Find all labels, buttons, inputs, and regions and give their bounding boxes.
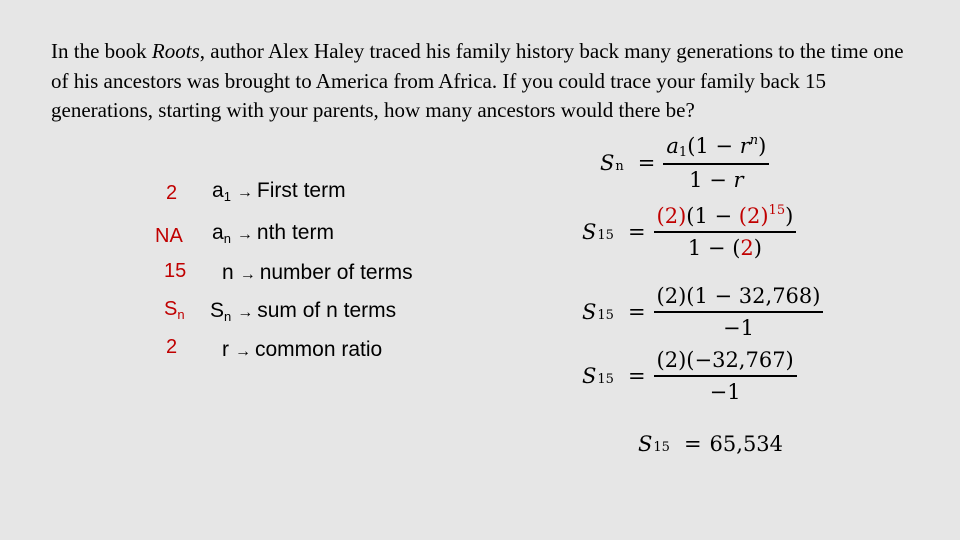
- definition-label: First term: [256, 179, 346, 202]
- equals-sign: =: [637, 150, 656, 175]
- formula-lhs: [638, 432, 670, 456]
- num-close: ): [758, 134, 767, 158]
- num-r: r: [739, 134, 750, 158]
- num-exponent: n: [749, 133, 759, 148]
- symbol: S: [210, 299, 225, 322]
- value-common-ratio: 2: [166, 336, 178, 358]
- symbol: n: [222, 261, 234, 284]
- lhs-subscript: 15: [653, 440, 670, 455]
- arrow-icon: →: [239, 266, 256, 283]
- result-value: 65,534: [709, 432, 784, 456]
- formula-result: [638, 432, 783, 456]
- den-r: 2: [740, 236, 754, 260]
- symbol: a: [212, 179, 224, 202]
- numerator: (2)(1 − 32,768): [656, 284, 821, 308]
- lhs-symbol: S: [638, 432, 653, 456]
- symbol-subscript: n: [224, 309, 232, 324]
- formula-step-1: [582, 203, 796, 260]
- formula-general: [600, 133, 769, 192]
- symbol-subscript: 1: [223, 189, 231, 204]
- num-exponent: 15: [768, 203, 786, 218]
- equals-sign: =: [683, 432, 702, 456]
- definition-label: sum of n terms: [257, 299, 397, 322]
- num-part: (1 −: [686, 204, 739, 228]
- arrow-icon: →: [237, 304, 254, 321]
- denominator: −1: [723, 316, 754, 340]
- equals-sign: =: [627, 364, 646, 388]
- value-first-term: 2: [166, 182, 178, 204]
- numerator: [663, 133, 769, 163]
- book-title: Roots: [151, 39, 200, 63]
- problem-text-rest: , author Alex Haley traced his family history back many generations to the time one of his ancestors was brought to America from Africa. If you could trace your family back 15 generations, starting with your parents, how many ancestors would there be?: [51, 39, 904, 122]
- definition-sum-of-terms: [210, 299, 396, 324]
- definition-first-term: [212, 179, 346, 204]
- num-a-subscript: 1: [678, 145, 688, 160]
- lhs-symbol: S: [582, 364, 597, 388]
- lhs-symbol: S: [582, 300, 597, 324]
- denominator: −1: [709, 380, 741, 404]
- den-open: (: [732, 236, 741, 260]
- definition-common-ratio: [222, 338, 382, 362]
- definition-number-of-terms: [222, 261, 413, 285]
- value-number-of-terms: 15: [164, 260, 187, 282]
- problem-statement: [51, 37, 911, 126]
- den-part: 1 −: [689, 168, 734, 192]
- formula-fraction: [654, 284, 824, 340]
- denominator: [686, 165, 746, 192]
- numerator: (2)(−32,767): [656, 348, 794, 372]
- lhs-subscript: 15: [597, 227, 614, 243]
- denominator: [685, 233, 765, 260]
- problem-text-start: In the book: [51, 39, 152, 63]
- formula-step-2: [582, 284, 823, 340]
- lhs-symbol: S: [600, 150, 615, 175]
- num-r: (2): [738, 204, 769, 228]
- formula-fraction: [663, 133, 769, 192]
- arrow-icon: →: [235, 343, 251, 360]
- equals-sign: =: [627, 300, 646, 324]
- formula-fraction: [654, 203, 797, 260]
- num-part: (1 −: [687, 134, 740, 158]
- lhs-subscript: 15: [597, 372, 614, 387]
- num-a: (2): [656, 204, 687, 228]
- arrow-icon: →: [236, 184, 253, 201]
- symbol: a: [212, 221, 224, 244]
- symbol-subscript: n: [223, 231, 231, 246]
- num-a: a: [666, 134, 679, 158]
- num-close: ): [785, 204, 794, 228]
- definition-label: nth term: [256, 221, 334, 244]
- lhs-subscript: n: [615, 158, 624, 174]
- value-nth-term: NA: [155, 225, 183, 247]
- value-symbol: S: [164, 298, 178, 320]
- definition-label: number of terms: [259, 261, 413, 284]
- den-part: 1 −: [687, 236, 733, 260]
- numerator: [654, 203, 797, 231]
- value-subscript: n: [177, 307, 185, 322]
- lhs-symbol: S: [582, 219, 597, 244]
- formula-lhs: [582, 364, 614, 388]
- definition-nth-term: [212, 221, 334, 246]
- symbol: r: [222, 338, 229, 361]
- value-sum-of-terms: [164, 298, 185, 322]
- formula-fraction: [654, 348, 797, 404]
- arrow-icon: →: [236, 226, 253, 243]
- den-close: ): [753, 236, 762, 260]
- formula-lhs: [582, 220, 614, 244]
- equals-sign: =: [627, 219, 646, 244]
- den-r: r: [733, 168, 744, 192]
- formula-lhs: [582, 300, 614, 324]
- formula-step-3: [582, 348, 797, 404]
- definition-label: common ratio: [255, 338, 383, 361]
- lhs-subscript: 15: [597, 308, 614, 323]
- formula-lhs: [600, 151, 624, 175]
